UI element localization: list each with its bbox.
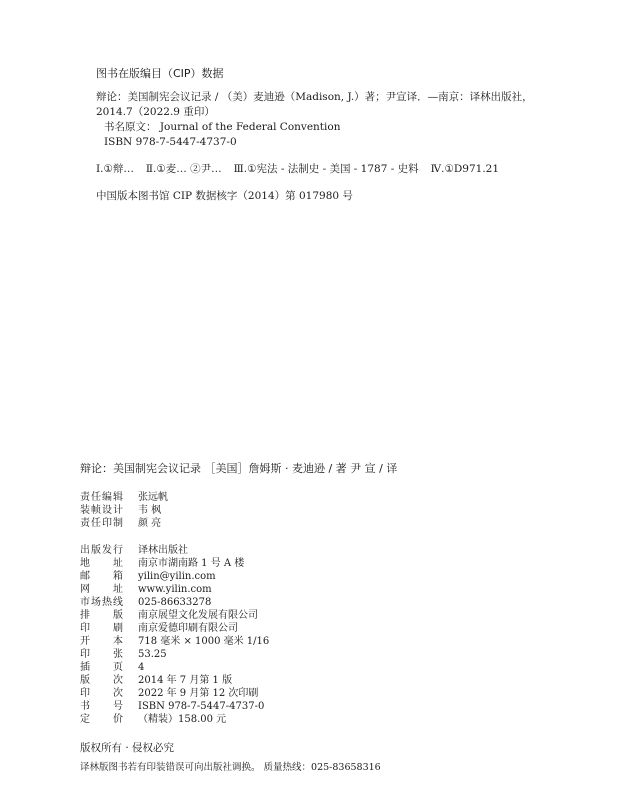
cip-classification [96,162,566,177]
row-key: 书 号 [80,701,124,712]
cip-title: 图书在版编目（CIP）数据 [96,67,224,80]
row-value: 译林出版社 [138,545,188,556]
cip-catalog-number: 中国版本图书馆 CIP 数据核字（2014）第 017980 号 [96,190,353,202]
row-key: 网 址 [80,584,124,595]
detail-row [80,648,269,661]
row-value: 718 毫米 × 1000 毫米 1/16 [138,636,270,647]
row-value: 2022 年 9 月第 12 次印刷 [138,688,259,699]
colophon [80,462,580,774]
classification-item: Ⅳ.①D971.21 [430,163,500,175]
row-key: 装帧设计 [80,505,124,516]
row-value: 4 [138,662,145,673]
editor-row [80,517,168,530]
detail-row [80,557,269,570]
spacer [80,530,580,544]
detail-row [80,674,269,687]
row-key: 插 页 [80,662,124,673]
detail-row [80,583,269,596]
classification-item: Ⅰ.①辩… [96,163,134,175]
detail-row [80,544,269,557]
cip-isbn: ISBN 978-7-5447-4737-0 [104,136,237,148]
detail-row [80,609,269,622]
detail-row [80,622,269,635]
rights-statement: 版权所有 · 侵权必究 [80,742,175,754]
row-value: （精装）158.00 元 [138,714,227,725]
row-key: 印 刷 [80,623,124,634]
cip-block [96,66,566,204]
row-key: 出版发行 [80,545,124,556]
classification-item: Ⅱ.①麦… ②尹… [145,163,222,175]
publication-details [80,544,269,726]
detail-row [80,570,269,583]
book-title: 辩论：美国制宪会议记录 ［美国］詹姆斯 · 麦迪逊 / 著 尹 宣 / 译 [80,462,398,475]
detail-row [80,713,269,726]
classification-item: Ⅲ.①宪法 - 法制史 - 美国 - 1787 - 史料 [233,163,419,175]
row-key: 版 次 [80,675,124,686]
editor-list [80,491,168,530]
detail-row [80,700,269,713]
cip-date: 2014.7（2022.9 重印） [96,106,215,118]
row-value: ISBN 978-7-5447-4737-0 [138,701,265,712]
row-value: 025-86633278 [138,597,212,608]
row-value: www.yilin.com [138,584,212,595]
row-key: 地 址 [80,558,124,569]
cip-original-title: 书名原文： Journal of the Federal Convention [104,121,341,133]
row-value: 南京展望文化发展有限公司 [138,610,258,621]
row-value: yilin@yilin.com [138,571,216,582]
row-value: 南京爱德印刷有限公司 [138,623,238,634]
row-key: 开 本 [80,636,124,647]
row-key: 邮 箱 [80,571,124,582]
cip-description: 辩论：美国制宪会议记录 / （美）麦迪逊（Madison, J.）著；尹宣译．—南京：译林出版社， [96,91,533,103]
row-value: 南京市湖南路 1 号 A 楼 [138,558,245,569]
editor-row [80,491,168,504]
row-key: 定 价 [80,714,124,725]
row-value: 韦 枫 [138,505,162,516]
quality-notice: 译林版图书若有印装错误可向出版社调换。 质量热线：025-83658316 [80,762,381,773]
row-value: 颜 亮 [138,518,162,529]
detail-row [80,661,269,674]
detail-row [80,596,269,609]
row-key: 市场热线 [80,597,124,608]
row-key: 排 版 [80,610,124,621]
detail-row [80,687,269,700]
row-value: 53.25 [138,649,167,660]
row-value: 张远帆 [138,492,168,503]
row-key: 责任印制 [80,518,124,529]
row-key: 印 张 [80,649,124,660]
row-key: 印 次 [80,688,124,699]
row-value: 2014 年 7 月第 1 版 [138,675,233,686]
row-key: 责任编辑 [80,492,124,503]
detail-row [80,635,269,648]
editor-row [80,504,168,517]
